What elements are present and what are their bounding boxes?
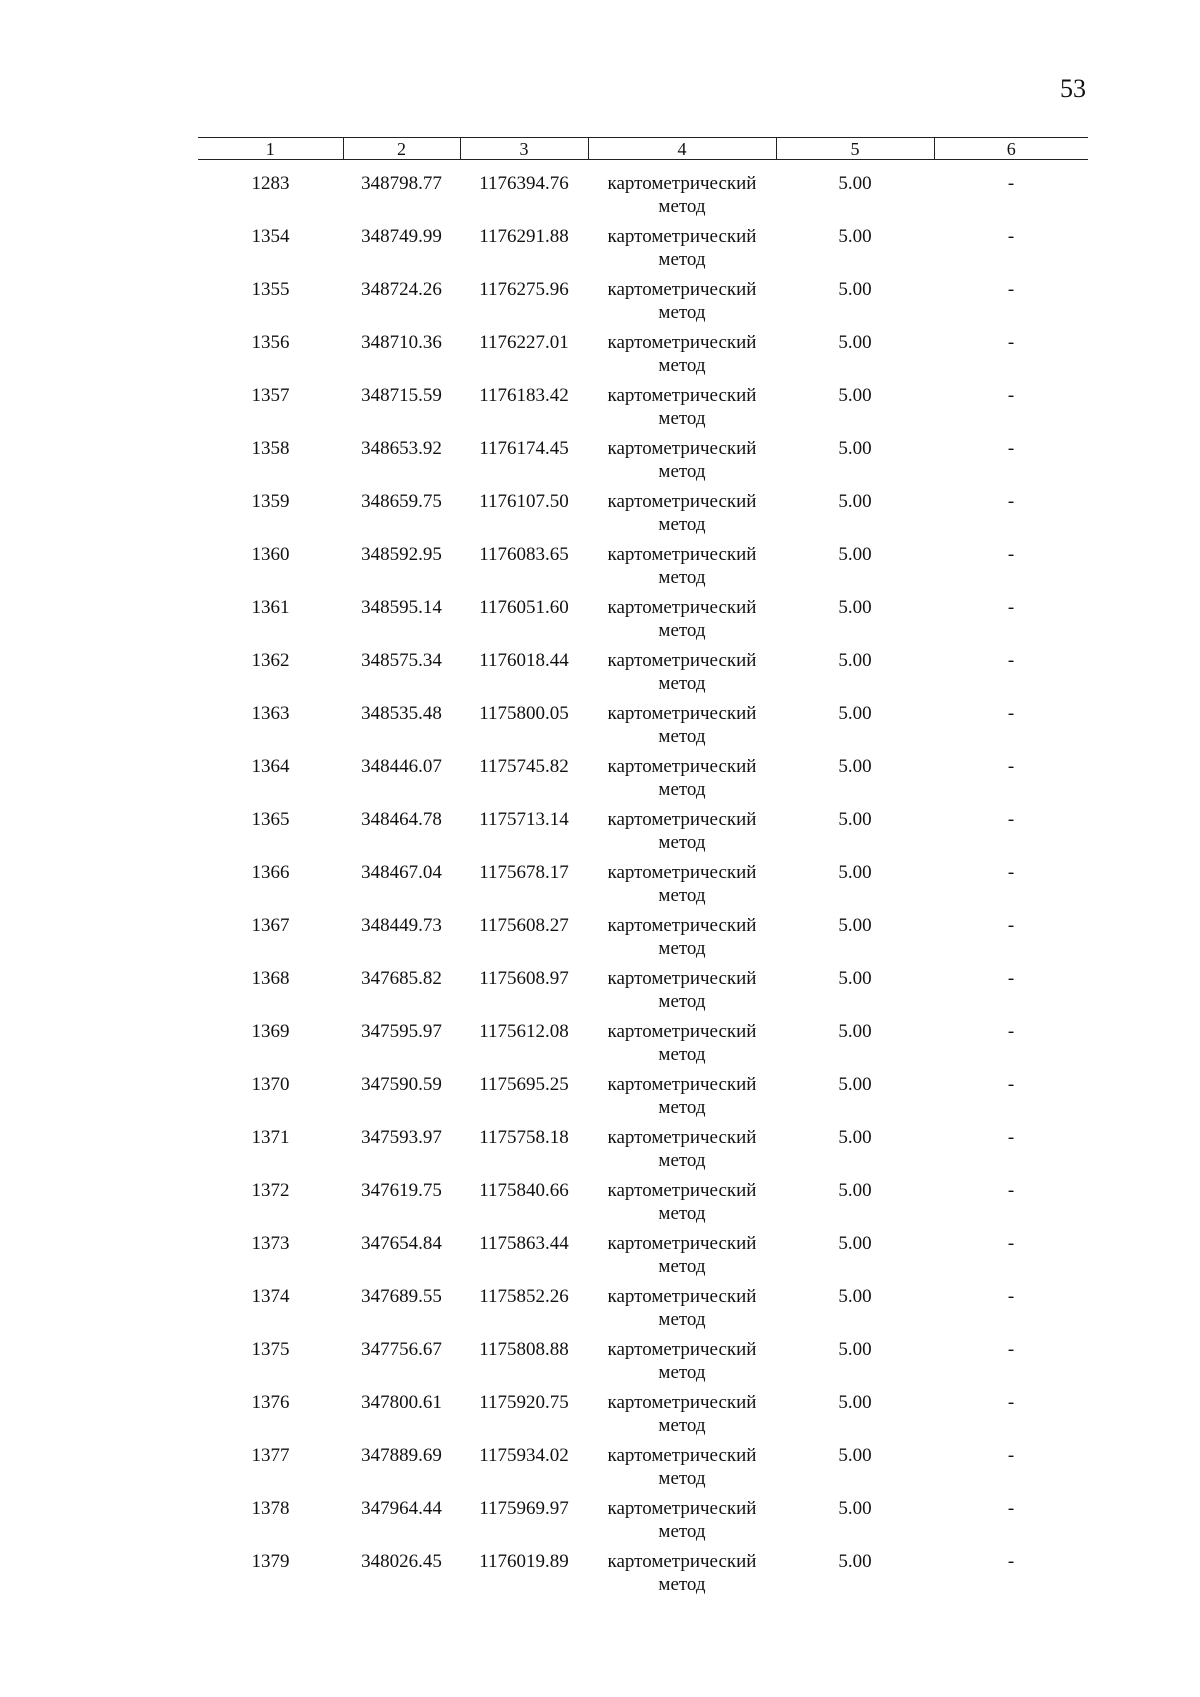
cell-accuracy: 5.00 bbox=[838, 385, 872, 406]
method-line-2: метод bbox=[658, 1203, 706, 1224]
cell-method bbox=[588, 543, 776, 596]
method-line-1: картометрический bbox=[607, 862, 757, 883]
cell-accuracy: 5.00 bbox=[838, 279, 872, 300]
method-line-2: метод bbox=[658, 885, 706, 906]
cell-note: - bbox=[1007, 1021, 1015, 1042]
table-body bbox=[198, 160, 1088, 1604]
cell-note: - bbox=[1007, 1498, 1015, 1519]
table-row bbox=[198, 1285, 1088, 1338]
cell-method bbox=[588, 1232, 776, 1285]
method-line-2: метод bbox=[658, 832, 706, 853]
method-line-1: картометрический bbox=[607, 809, 757, 830]
cell-note: - bbox=[1007, 597, 1015, 618]
cell-accuracy: 5.00 bbox=[838, 862, 872, 883]
cell-point-number: 1373 bbox=[251, 1233, 290, 1254]
table-row bbox=[198, 808, 1088, 861]
method-line-1: картометрический bbox=[607, 1551, 757, 1572]
cell-note: - bbox=[1007, 650, 1015, 671]
cell-accuracy: 5.00 bbox=[838, 1233, 872, 1254]
method-line-2: метод bbox=[658, 196, 706, 217]
cell-accuracy: 5.00 bbox=[838, 650, 872, 671]
cell-y-coordinate: 1175745.82 bbox=[479, 756, 569, 777]
cell-point-number: 1362 bbox=[251, 650, 290, 671]
cell-point-number: 1366 bbox=[251, 862, 290, 883]
method-line-2: метод bbox=[658, 938, 706, 959]
cell-point-number: 1360 bbox=[251, 544, 290, 565]
cell-y-coordinate: 1175678.17 bbox=[479, 862, 569, 883]
table-row bbox=[198, 1444, 1088, 1497]
table-row bbox=[198, 1550, 1088, 1603]
cell-point-number: 1378 bbox=[251, 1498, 290, 1519]
method-line-1: картометрический bbox=[607, 597, 757, 618]
table-row bbox=[198, 1232, 1088, 1285]
cell-note: - bbox=[1007, 809, 1015, 830]
cell-x-coordinate: 348715.59 bbox=[361, 385, 442, 406]
method-line-1: картометрический bbox=[607, 226, 757, 247]
table-row bbox=[198, 702, 1088, 755]
cell-x-coordinate: 348464.78 bbox=[361, 809, 442, 830]
cell-method bbox=[588, 914, 776, 967]
cell-x-coordinate: 348026.45 bbox=[361, 1551, 442, 1572]
header-col-2: 2 bbox=[343, 138, 460, 160]
table-row bbox=[198, 490, 1088, 543]
cell-x-coordinate: 347689.55 bbox=[361, 1286, 442, 1307]
cell-x-coordinate: 348653.92 bbox=[361, 438, 442, 459]
cell-note: - bbox=[1007, 968, 1015, 989]
coordinates-table bbox=[198, 137, 1088, 1603]
cell-accuracy: 5.00 bbox=[838, 332, 872, 353]
method-line-2: метод bbox=[658, 567, 706, 588]
method-line-1: картометрический bbox=[607, 1074, 757, 1095]
cell-accuracy: 5.00 bbox=[838, 756, 872, 777]
cell-accuracy: 5.00 bbox=[838, 597, 872, 618]
cell-x-coordinate: 348592.95 bbox=[361, 544, 442, 565]
method-line-1: картометрический bbox=[607, 1498, 757, 1519]
cell-x-coordinate: 347593.97 bbox=[361, 1127, 442, 1148]
cell-accuracy: 5.00 bbox=[838, 915, 872, 936]
table-row bbox=[198, 1020, 1088, 1073]
method-line-1: картометрический bbox=[607, 491, 757, 512]
method-line-2: метод bbox=[658, 1362, 706, 1383]
table-row bbox=[198, 861, 1088, 914]
cell-note: - bbox=[1007, 862, 1015, 883]
method-line-1: картометрический bbox=[607, 703, 757, 724]
method-line-2: метод bbox=[658, 461, 706, 482]
method-line-2: метод bbox=[658, 1468, 706, 1489]
cell-point-number: 1368 bbox=[251, 968, 290, 989]
cell-note: - bbox=[1007, 385, 1015, 406]
cell-y-coordinate: 1175863.44 bbox=[479, 1233, 569, 1254]
cell-note: - bbox=[1007, 173, 1015, 194]
cell-y-coordinate: 1175852.26 bbox=[479, 1286, 569, 1307]
method-line-1: картометрический bbox=[607, 438, 757, 459]
method-line-1: картометрический bbox=[607, 650, 757, 671]
cell-y-coordinate: 1176275.96 bbox=[479, 279, 569, 300]
cell-y-coordinate: 1175713.14 bbox=[479, 809, 569, 830]
cell-y-coordinate: 1176291.88 bbox=[479, 226, 569, 247]
cell-method bbox=[588, 702, 776, 755]
cell-method bbox=[588, 1497, 776, 1550]
cell-point-number: 1374 bbox=[251, 1286, 290, 1307]
cell-y-coordinate: 1176183.42 bbox=[479, 385, 569, 406]
cell-note: - bbox=[1007, 756, 1015, 777]
cell-point-number: 1365 bbox=[251, 809, 290, 830]
cell-method bbox=[588, 1126, 776, 1179]
method-line-2: метод bbox=[658, 1309, 706, 1330]
table-row bbox=[198, 1497, 1088, 1550]
cell-x-coordinate: 348749.99 bbox=[361, 226, 442, 247]
cell-point-number: 1359 bbox=[251, 491, 290, 512]
cell-x-coordinate: 348595.14 bbox=[361, 597, 442, 618]
cell-note: - bbox=[1007, 1551, 1015, 1572]
cell-note: - bbox=[1007, 226, 1015, 247]
cell-point-number: 1379 bbox=[251, 1551, 290, 1572]
cell-method bbox=[588, 1285, 776, 1338]
cell-y-coordinate: 1175840.66 bbox=[479, 1180, 569, 1201]
cell-accuracy: 5.00 bbox=[838, 1021, 872, 1042]
header-col-6: 6 bbox=[934, 138, 1088, 160]
table-row bbox=[198, 1391, 1088, 1444]
table-header bbox=[198, 138, 1088, 160]
header-col-3: 3 bbox=[460, 138, 588, 160]
cell-x-coordinate: 347590.59 bbox=[361, 1074, 442, 1095]
cell-accuracy: 5.00 bbox=[838, 173, 872, 194]
cell-y-coordinate: 1175608.97 bbox=[479, 968, 569, 989]
cell-note: - bbox=[1007, 1074, 1015, 1095]
cell-y-coordinate: 1176394.76 bbox=[479, 173, 569, 194]
method-line-2: метод bbox=[658, 302, 706, 323]
header-spacer bbox=[198, 160, 1088, 173]
table-row bbox=[198, 543, 1088, 596]
cell-y-coordinate: 1175969.97 bbox=[479, 1498, 569, 1519]
table-row bbox=[198, 331, 1088, 384]
cell-y-coordinate: 1175758.18 bbox=[479, 1127, 569, 1148]
header-col-4: 4 bbox=[588, 138, 776, 160]
cell-method bbox=[588, 1338, 776, 1391]
method-line-2: метод bbox=[658, 620, 706, 641]
cell-point-number: 1371 bbox=[251, 1127, 290, 1148]
method-line-2: метод bbox=[658, 1574, 706, 1595]
cell-point-number: 1358 bbox=[251, 438, 290, 459]
cell-point-number: 1364 bbox=[251, 756, 290, 777]
cell-method bbox=[588, 278, 776, 331]
cell-accuracy: 5.00 bbox=[838, 1180, 872, 1201]
method-line-2: метод bbox=[658, 514, 706, 535]
method-line-2: метод bbox=[658, 726, 706, 747]
method-line-1: картометрический bbox=[607, 385, 757, 406]
cell-accuracy: 5.00 bbox=[838, 1445, 872, 1466]
cell-point-number: 1357 bbox=[251, 385, 290, 406]
cell-method bbox=[588, 1444, 776, 1497]
cell-accuracy: 5.00 bbox=[838, 491, 872, 512]
method-line-1: картометрический bbox=[607, 279, 757, 300]
cell-x-coordinate: 348446.07 bbox=[361, 756, 442, 777]
cell-note: - bbox=[1007, 279, 1015, 300]
method-line-2: метод bbox=[658, 1150, 706, 1171]
cell-note: - bbox=[1007, 438, 1015, 459]
cell-y-coordinate: 1176227.01 bbox=[479, 332, 569, 353]
table-row bbox=[198, 225, 1088, 278]
cell-method bbox=[588, 1073, 776, 1126]
cell-note: - bbox=[1007, 1180, 1015, 1201]
table-row bbox=[198, 437, 1088, 490]
cell-x-coordinate: 348798.77 bbox=[361, 173, 442, 194]
method-line-1: картометрический bbox=[607, 1233, 757, 1254]
cell-x-coordinate: 347889.69 bbox=[361, 1445, 442, 1466]
cell-y-coordinate: 1176107.50 bbox=[479, 491, 569, 512]
cell-point-number: 1372 bbox=[251, 1180, 290, 1201]
method-line-2: метод bbox=[658, 1097, 706, 1118]
cell-y-coordinate: 1175608.27 bbox=[479, 915, 569, 936]
header-col-5: 5 bbox=[776, 138, 934, 160]
cell-accuracy: 5.00 bbox=[838, 1074, 872, 1095]
cell-method bbox=[588, 331, 776, 384]
method-line-2: метод bbox=[658, 1521, 706, 1542]
cell-method bbox=[588, 1179, 776, 1232]
table-row bbox=[198, 1073, 1088, 1126]
cell-x-coordinate: 348467.04 bbox=[361, 862, 442, 883]
cell-note: - bbox=[1007, 544, 1015, 565]
cell-x-coordinate: 348535.48 bbox=[361, 703, 442, 724]
cell-accuracy: 5.00 bbox=[838, 438, 872, 459]
cell-point-number: 1361 bbox=[251, 597, 290, 618]
table-row bbox=[198, 172, 1088, 225]
method-line-1: картометрический bbox=[607, 1021, 757, 1042]
cell-method bbox=[588, 649, 776, 702]
cell-method bbox=[588, 437, 776, 490]
cell-point-number: 1354 bbox=[251, 226, 290, 247]
cell-y-coordinate: 1176083.65 bbox=[479, 544, 569, 565]
method-line-1: картометрический bbox=[607, 544, 757, 565]
method-line-1: картометрический bbox=[607, 1445, 757, 1466]
method-line-1: картометрический bbox=[607, 173, 757, 194]
method-line-2: метод bbox=[658, 408, 706, 429]
cell-method bbox=[588, 1391, 776, 1444]
cell-accuracy: 5.00 bbox=[838, 809, 872, 830]
cell-accuracy: 5.00 bbox=[838, 1498, 872, 1519]
cell-y-coordinate: 1176051.60 bbox=[479, 597, 569, 618]
cell-accuracy: 5.00 bbox=[838, 1127, 872, 1148]
cell-accuracy: 5.00 bbox=[838, 544, 872, 565]
cell-y-coordinate: 1175800.05 bbox=[479, 703, 569, 724]
method-line-2: метод bbox=[658, 1256, 706, 1277]
cell-note: - bbox=[1007, 1392, 1015, 1413]
cell-method bbox=[588, 861, 776, 914]
method-line-1: картометрический bbox=[607, 1392, 757, 1413]
cell-accuracy: 5.00 bbox=[838, 968, 872, 989]
cell-x-coordinate: 348449.73 bbox=[361, 915, 442, 936]
cell-x-coordinate: 347964.44 bbox=[361, 1498, 442, 1519]
cell-note: - bbox=[1007, 491, 1015, 512]
table-row bbox=[198, 384, 1088, 437]
cell-note: - bbox=[1007, 1127, 1015, 1148]
cell-x-coordinate: 347756.67 bbox=[361, 1339, 442, 1360]
method-line-1: картометрический bbox=[607, 968, 757, 989]
method-line-2: метод bbox=[658, 673, 706, 694]
cell-y-coordinate: 1175920.75 bbox=[479, 1392, 569, 1413]
header-row bbox=[198, 138, 1088, 160]
method-line-1: картометрический bbox=[607, 1180, 757, 1201]
cell-point-number: 1375 bbox=[251, 1339, 290, 1360]
cell-point-number: 1376 bbox=[251, 1392, 290, 1413]
cell-note: - bbox=[1007, 1286, 1015, 1307]
cell-accuracy: 5.00 bbox=[838, 1339, 872, 1360]
table-row bbox=[198, 1126, 1088, 1179]
cell-point-number: 1377 bbox=[251, 1445, 290, 1466]
cell-note: - bbox=[1007, 915, 1015, 936]
cell-method bbox=[588, 1550, 776, 1603]
cell-y-coordinate: 1175695.25 bbox=[479, 1074, 569, 1095]
table-row bbox=[198, 914, 1088, 967]
table-row bbox=[198, 967, 1088, 1020]
cell-method bbox=[588, 1020, 776, 1073]
cell-method bbox=[588, 172, 776, 225]
cell-accuracy: 5.00 bbox=[838, 1392, 872, 1413]
cell-note: - bbox=[1007, 332, 1015, 353]
cell-x-coordinate: 348710.36 bbox=[361, 332, 442, 353]
cell-point-number: 1367 bbox=[251, 915, 290, 936]
cell-x-coordinate: 348659.75 bbox=[361, 491, 442, 512]
cell-accuracy: 5.00 bbox=[838, 1286, 872, 1307]
cell-note: - bbox=[1007, 1233, 1015, 1254]
method-line-1: картометрический bbox=[607, 1339, 757, 1360]
cell-y-coordinate: 1175934.02 bbox=[479, 1445, 569, 1466]
cell-y-coordinate: 1175612.08 bbox=[479, 1021, 569, 1042]
cell-y-coordinate: 1176018.44 bbox=[479, 650, 569, 671]
method-line-2: метод bbox=[658, 1415, 706, 1436]
cell-method bbox=[588, 755, 776, 808]
table-row bbox=[198, 755, 1088, 808]
cell-point-number: 1363 bbox=[251, 703, 290, 724]
coordinates-table-container bbox=[198, 137, 1088, 1603]
table-row bbox=[198, 596, 1088, 649]
cell-x-coordinate: 347800.61 bbox=[361, 1392, 442, 1413]
table-row bbox=[198, 649, 1088, 702]
table-row bbox=[198, 278, 1088, 331]
cell-method bbox=[588, 808, 776, 861]
method-line-1: картометрический bbox=[607, 1127, 757, 1148]
table-row bbox=[198, 1338, 1088, 1391]
cell-x-coordinate: 347619.75 bbox=[361, 1180, 442, 1201]
cell-x-coordinate: 347685.82 bbox=[361, 968, 442, 989]
cell-point-number: 1356 bbox=[251, 332, 290, 353]
method-line-2: метод bbox=[658, 355, 706, 376]
page-number: 53 bbox=[1060, 74, 1086, 103]
cell-accuracy: 5.00 bbox=[838, 1551, 872, 1572]
cell-method bbox=[588, 384, 776, 437]
method-line-1: картометрический bbox=[607, 332, 757, 353]
header-col-1: 1 bbox=[198, 138, 343, 160]
cell-y-coordinate: 1176019.89 bbox=[479, 1551, 569, 1572]
cell-x-coordinate: 348575.34 bbox=[361, 650, 442, 671]
cell-note: - bbox=[1007, 703, 1015, 724]
cell-note: - bbox=[1007, 1445, 1015, 1466]
cell-point-number: 1370 bbox=[251, 1074, 290, 1095]
method-line-1: картометрический bbox=[607, 915, 757, 936]
method-line-2: метод bbox=[658, 991, 706, 1012]
cell-accuracy: 5.00 bbox=[838, 703, 872, 724]
cell-method bbox=[588, 225, 776, 278]
cell-point-number: 1369 bbox=[251, 1021, 290, 1042]
cell-x-coordinate: 348724.26 bbox=[361, 279, 442, 300]
cell-x-coordinate: 347654.84 bbox=[361, 1233, 442, 1254]
method-line-2: метод bbox=[658, 249, 706, 270]
method-line-1: картометрический bbox=[607, 756, 757, 777]
cell-point-number: 1283 bbox=[251, 173, 290, 194]
cell-point-number: 1355 bbox=[251, 279, 290, 300]
cell-method bbox=[588, 490, 776, 543]
table-row bbox=[198, 1179, 1088, 1232]
cell-y-coordinate: 1176174.45 bbox=[479, 438, 569, 459]
method-line-1: картометрический bbox=[607, 1286, 757, 1307]
cell-accuracy: 5.00 bbox=[838, 226, 872, 247]
cell-method bbox=[588, 967, 776, 1020]
cell-y-coordinate: 1175808.88 bbox=[479, 1339, 569, 1360]
method-line-2: метод bbox=[658, 779, 706, 800]
method-line-2: метод bbox=[658, 1044, 706, 1065]
cell-note: - bbox=[1007, 1339, 1015, 1360]
cell-x-coordinate: 347595.97 bbox=[361, 1021, 442, 1042]
cell-method bbox=[588, 596, 776, 649]
